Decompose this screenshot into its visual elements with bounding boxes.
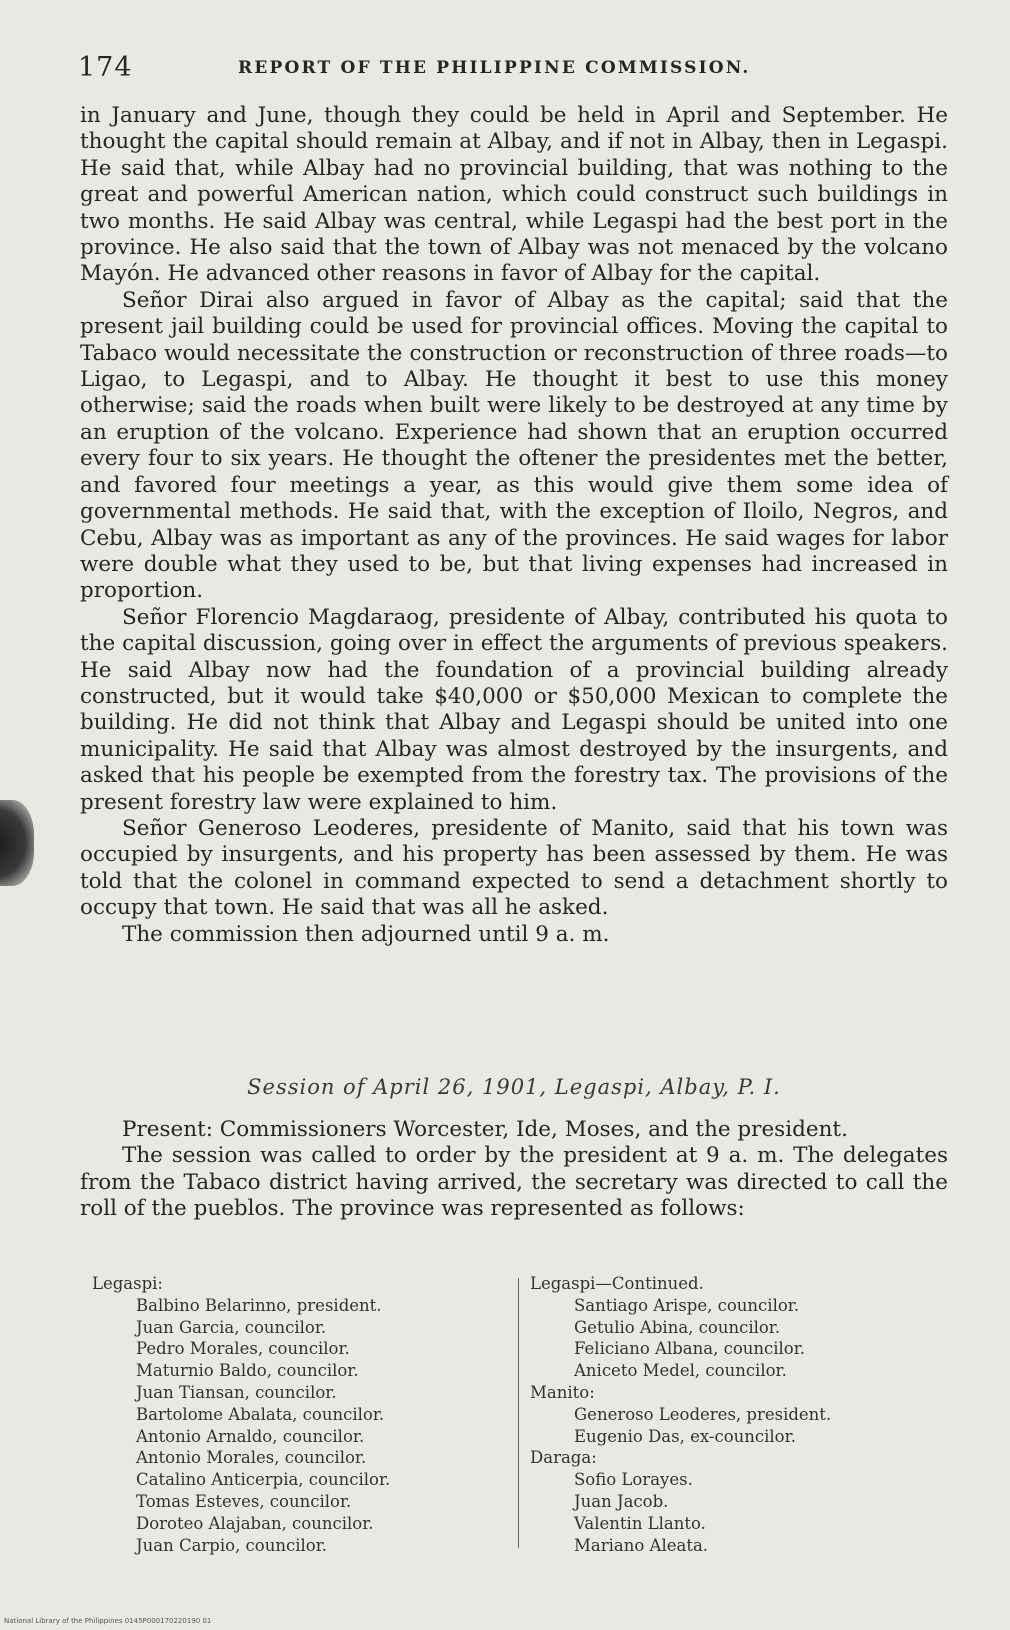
page-number: 174 bbox=[78, 52, 133, 83]
roll-entry: Tomas Esteves, councilor. bbox=[136, 1491, 352, 1511]
roll-entry: Antonio Morales, councilor. bbox=[136, 1448, 367, 1468]
paragraph: The session was called to order by the president at 9 a. m. The delegates from the Tabaco district having arrived, the secretary was directed to call the roll of the pueblos. The province was represented as follows: bbox=[80, 1143, 948, 1222]
paragraph: The commission then adjourned until 9 a. m. bbox=[122, 921, 610, 947]
roll-entry: Valentin Llanto. bbox=[574, 1513, 706, 1533]
roll-entry: Aniceto Medel, councilor. bbox=[574, 1361, 787, 1381]
session-heading: Session of April 26, 1901, Legaspi, Albay, P. I. bbox=[247, 1075, 781, 1099]
roll-entry: Mariano Aleata. bbox=[574, 1535, 709, 1555]
roll-entry: Bartolome Abalata, councilor. bbox=[136, 1404, 385, 1424]
roll-entry: Juan Jacob. bbox=[574, 1491, 669, 1511]
roll-entry: Doroteo Alajaban, councilor. bbox=[136, 1513, 374, 1533]
scan-footer-note: National Library of the Philippines 0145P000170220190 01 bbox=[4, 1617, 212, 1625]
roll-entry: Maturnio Baldo, councilor. bbox=[136, 1361, 359, 1381]
roll-entry: Antonio Arnaldo, councilor. bbox=[136, 1426, 365, 1446]
roll-column-left bbox=[92, 1273, 512, 1556]
paragraph: in January and June, though they could be held in April and September. He thought the capital should remain at Albay, and if not in Albay, then in Legaspi. He said that, while Albay had no provincial building, that was nothing to the great and powerful American nation, which could construct such buildings in two months. He said Albay was central, while Legaspi had the best port in the province. He also said that the town of Albay was not menaced by the volcano Mayón. He advanced other reasons in favor of Albay for the capital. bbox=[80, 103, 948, 287]
roll-entry: Juan Garcia, councilor. bbox=[136, 1317, 327, 1337]
session-text bbox=[80, 1117, 948, 1223]
paragraph: Present: Commissioners Worcester, Ide, Moses, and the president. bbox=[122, 1117, 848, 1142]
roll-entry: Santiago Arispe, councilor. bbox=[574, 1295, 800, 1315]
paragraph: Señor Dirai also argued in favor of Albay as the capital; said that the present jail building could be used for provincial offices. Moving the capital to Tabaco would necessitate the construction or reconstruction of three roads—to Ligao, to Legaspi, and to Albay. He thought it best to use this money otherwise; said the roads when built were likely to be destroyed at any time by an eruption of the volcano. Experience had shown that an eruption occurred every four to six years. He thought the oftener the presidentes met the better, and favored four meetings a year, as this would give them some idea of governmental methods. He said that, with the exception of Iloilo, Negros, and Cebu, Albay was as important as any of the provinces. He said wages for labor were double what they used to be, but that living expenses had increased in proportion. bbox=[80, 287, 948, 604]
paragraph: Señor Generoso Leoderes, presidente of Manito, said that his town was occupied by insurgents, and his property has been assessed by them. He was told that the colonel in command expected to send a detachment shortly to occupy that town. He said that was all he asked. bbox=[80, 815, 948, 921]
roll-column-right bbox=[530, 1273, 950, 1556]
roll-entry: Feliciano Albana, councilor. bbox=[574, 1339, 806, 1359]
roll-entry: Catalino Anticerpia, councilor. bbox=[136, 1470, 391, 1490]
roll-entry: Juan Carpio, councilor. bbox=[136, 1535, 328, 1555]
roll-entry: Generoso Leoderes, president. bbox=[574, 1404, 832, 1424]
roll-entry: Eugenio Das, ex-councilor. bbox=[574, 1426, 796, 1446]
scan-thumb-shadow bbox=[0, 800, 34, 886]
roll-entry: Pedro Morales, councilor. bbox=[136, 1339, 350, 1359]
roll-group-label: Legaspi—Continued. bbox=[530, 1274, 704, 1293]
roll-entry: Getulio Abina, councilor. bbox=[574, 1317, 781, 1337]
roll-entry: Juan Tiansan, councilor. bbox=[136, 1382, 337, 1402]
paragraph: Señor Florencio Magdaraog, presidente of Albay, contributed his quota to the capital discussion, going over in effect the arguments of previous speakers. He said Albay now had the foundation of a provincial building already constructed, but it would take $40,000 or $50,000 Mexican to complete the building. He did not think that Albay and Legaspi should be united into one municipality. He said that Albay was almost destroyed by the insurgents, and asked that his people be exempted from the forestry tax. The provisions of the present forestry law were explained to him. bbox=[80, 604, 948, 815]
running-head: REPORT OF THE PHILIPPINE COMMISSION. bbox=[238, 58, 751, 78]
roll-group-label: Legaspi: bbox=[92, 1274, 163, 1293]
roll-group-label: Daraga: bbox=[530, 1448, 597, 1468]
body-text bbox=[80, 103, 948, 948]
page-header bbox=[78, 52, 958, 86]
roll-entry: Sofio Lorayes. bbox=[574, 1470, 693, 1490]
roll-group-label: Manito: bbox=[530, 1382, 595, 1402]
roll-entry: Balbino Belarinno, president. bbox=[136, 1295, 382, 1315]
column-divider bbox=[518, 1278, 519, 1548]
